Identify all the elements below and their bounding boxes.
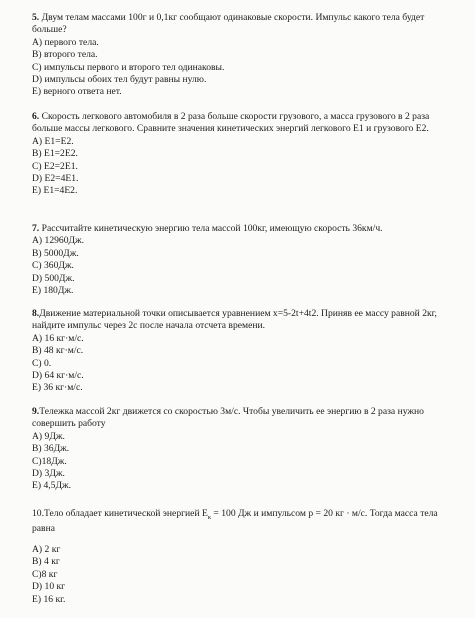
question-number: 9. xyxy=(32,406,40,417)
option-b: В) 5000Дж. xyxy=(32,247,79,259)
question-10 xyxy=(32,507,461,606)
question-stem: Двум телам массами 100г и 0,1кг сообщают одинаковые скорости. Импульс какого тела будет больше? xyxy=(32,12,425,36)
option-b: В) 48 кг·м/с. xyxy=(32,345,84,357)
question-number: 6. xyxy=(32,111,40,122)
question-number: 10. xyxy=(32,508,44,519)
question-text xyxy=(32,507,461,536)
option-e: Е) 4,5Дж. xyxy=(32,480,72,492)
option-d: D) импульсы обоих тел будут равны нулю. xyxy=(32,74,207,86)
question-9 xyxy=(32,406,461,493)
question-stem: Тележка массой 2кг движется со скоростью 3м/с. Чтобы увеличить ее энергию в 2 раза нужно совершить работу xyxy=(32,406,424,430)
option-c: С)8 кг xyxy=(32,568,58,580)
option-a: А) Е1=Е2. xyxy=(32,135,74,147)
question-number: 5. xyxy=(32,12,40,23)
question-5 xyxy=(32,12,461,99)
question-stem: Скорость легкового автомобиля в 2 раза больше скорости грузового, а масса грузового в 2 раза больше массы легкового. Сравните значения кинетических энергий легкового Е1 и грузового Е2. xyxy=(32,111,430,135)
question-text xyxy=(32,12,461,37)
option-a: А) 2 кг xyxy=(32,544,61,555)
option-c: С)18Дж. xyxy=(32,455,67,467)
option-c: С) импульсы первого и второго тел одинаковы. xyxy=(32,61,225,73)
option-d: D) Е2=4Е1. xyxy=(32,173,79,185)
question-text xyxy=(32,308,461,333)
option-b: В) Е1=2Е2. xyxy=(32,148,78,160)
question-text xyxy=(32,406,461,431)
option-b: В) второго тела. xyxy=(32,49,98,61)
question-stem: Движение материальной точки описывается уравнением x=5-2t+4t2. Приняв ее массу равной 2кг, найдите импульс через 2с после начала отсчета времени. xyxy=(32,308,437,332)
option-a: А) 12960Дж. xyxy=(32,235,85,247)
answer-options xyxy=(32,544,461,606)
option-c: С) 360Дж. xyxy=(32,260,74,272)
option-b: В) 4 кг xyxy=(32,556,60,568)
option-e: Е) верного ответа нет. xyxy=(32,86,122,98)
option-e: Е) 16 кг. xyxy=(32,593,66,605)
option-a: А) 16 кг·м/с. xyxy=(32,332,84,344)
energy-subscript: к xyxy=(207,513,212,521)
question-number: 8. xyxy=(32,308,40,319)
question-6 xyxy=(32,111,461,198)
question-8 xyxy=(32,308,461,395)
question-stem: Рассчитайте кинетическую энергию тела массой 100кг, имеющую скорость 36км/ч. xyxy=(41,223,383,234)
question-text xyxy=(32,111,461,136)
question-number: 7. xyxy=(32,223,40,234)
option-e: Е) 180Дж. xyxy=(32,285,74,297)
option-a: А) 9Дж. xyxy=(32,430,65,442)
option-d: D) 3Дж. xyxy=(32,468,65,480)
option-d: D) 64 кг·м/с. xyxy=(32,370,84,382)
option-e: Е) 36 кг·м/с. xyxy=(32,382,83,394)
option-d: D) 500Дж. xyxy=(32,272,75,284)
option-a: А) первого тела. xyxy=(32,36,99,48)
question-text xyxy=(32,223,461,235)
option-e: Е) Е1=4Е2. xyxy=(32,185,78,197)
option-c: С) Е2=2Е1. xyxy=(32,160,78,172)
option-d: D) 10 кг xyxy=(32,581,66,593)
option-b: В) 36Дж. xyxy=(32,443,70,455)
question-stem-continued: = 100 Дж и импульсом р = 20 кг · м/с. Тогда масса тела равна xyxy=(32,508,438,534)
question-stem: Тело обладает кинетической энергией Е xyxy=(44,508,208,519)
question-7 xyxy=(32,223,461,297)
option-c: С) 0. xyxy=(32,357,52,369)
